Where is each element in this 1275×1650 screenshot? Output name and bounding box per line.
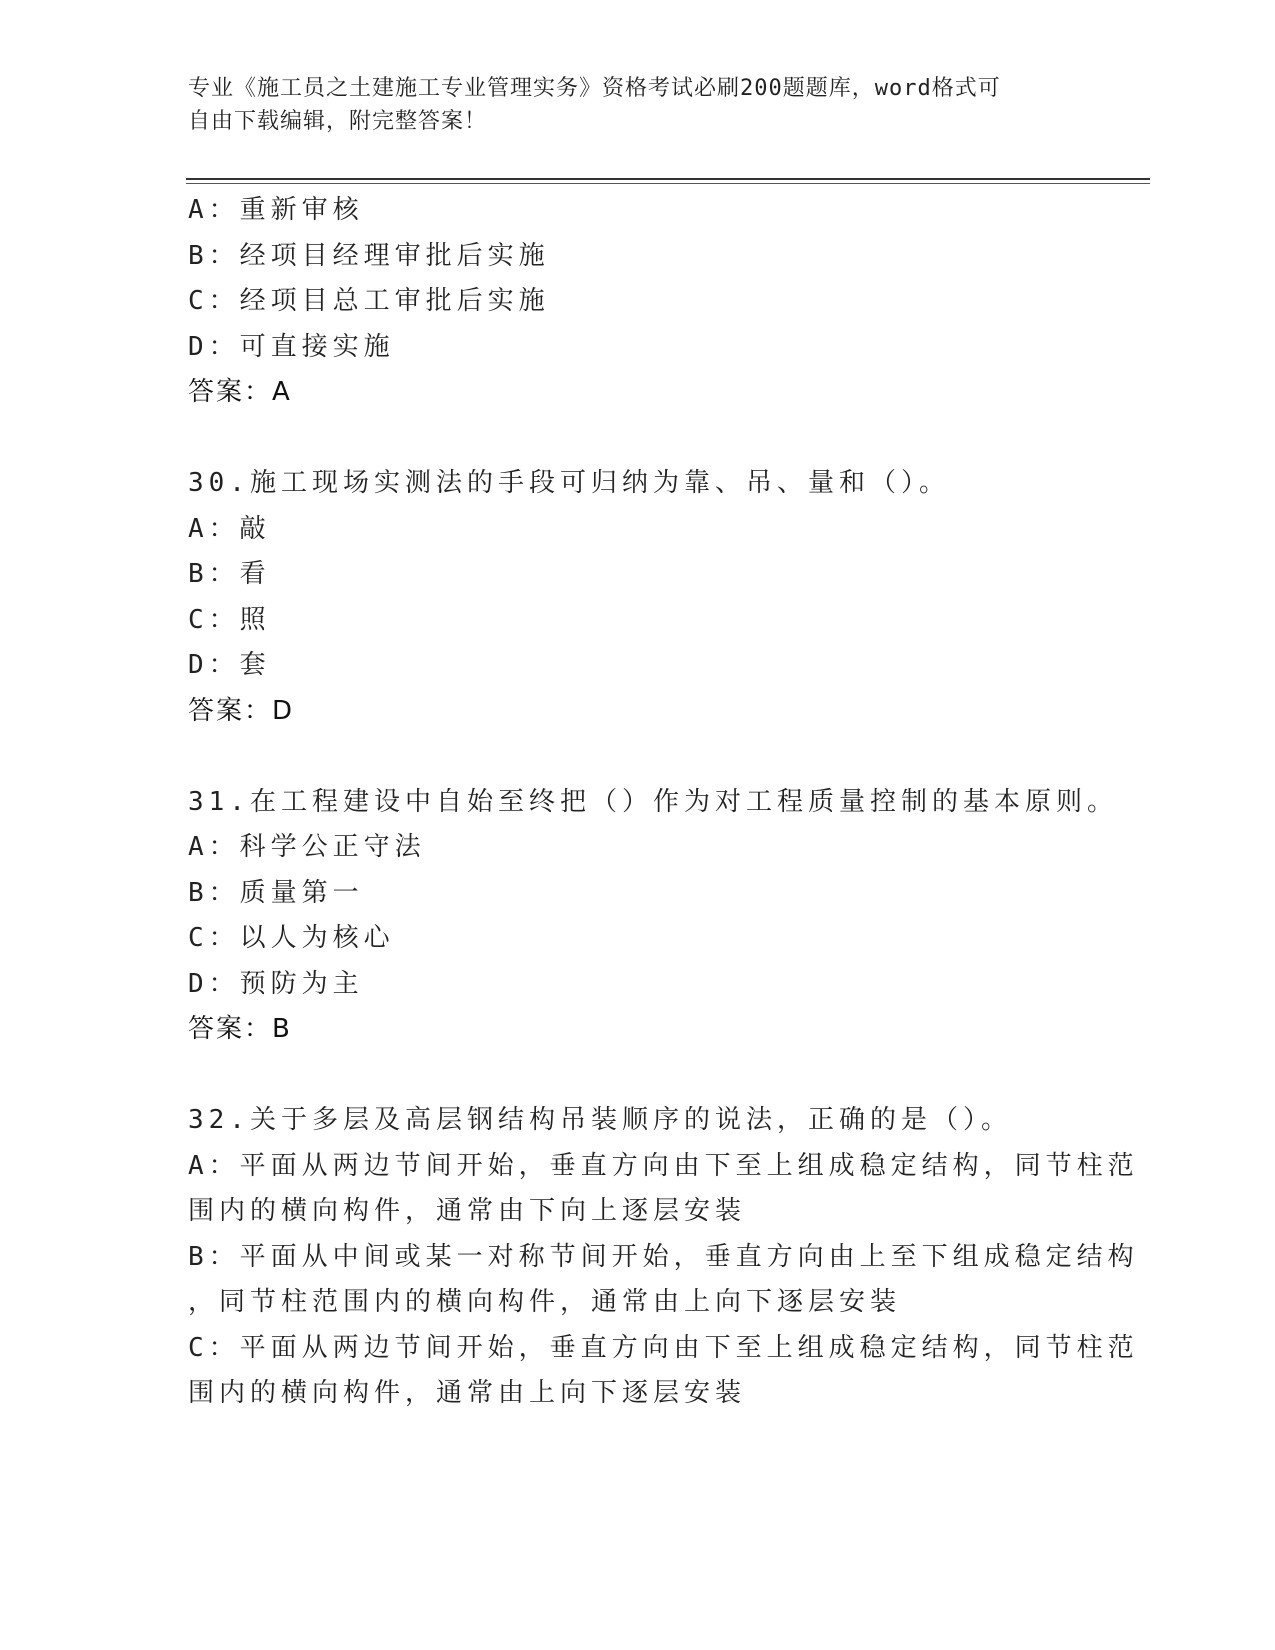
header-line-1: 专业《施工员之土建施工专业管理实务》资格考试必刷200题题库，word格式可 [188, 76, 1001, 101]
answer-label: 答案：D [188, 695, 295, 726]
option-b: B：经项目经理审批后实施 [188, 240, 550, 271]
option-a-line-2: 围内的横向构件，通常由下向上逐层安装 [188, 1196, 747, 1226]
header-line-2: 自由下载编辑，附完整答案！ [188, 109, 488, 134]
question-stem: 31.在工程建设中自始至终把（）作为对工程质量控制的基本原则。 [188, 786, 1118, 817]
option-c: C：经项目总工审批后实施 [188, 286, 550, 316]
spacer [188, 734, 1078, 780]
question-32 [188, 1098, 1139, 1417]
option-d: D：预防为主 [188, 968, 364, 999]
document-header [188, 72, 1068, 138]
header-divider-thin [186, 183, 1150, 184]
question-stem: 30.施工现场实测法的手段可归纳为靠、吊、量和（）。 [188, 468, 950, 498]
option-c-line-2: 围内的横向构件，通常由上向下逐层安装 [188, 1378, 747, 1408]
option-c-line-1: C：平面从两边节间开始，垂直方向由下至上组成稳定结构，同节柱范 [188, 1332, 1139, 1363]
option-d: D：套 [188, 650, 271, 680]
spacer [188, 1053, 1078, 1099]
option-a: A：敲 [188, 513, 271, 544]
question-stem: 32.关于多层及高层钢结构吊装顺序的说法，正确的是（）。 [188, 1105, 1012, 1135]
question-list [188, 188, 1139, 1417]
option-b-line-1: B：平面从中间或某一对称节间开始，垂直方向由上至下组成稳定结构 [188, 1241, 1139, 1272]
question-30 [188, 461, 1078, 734]
option-a: A：重新审核 [188, 195, 364, 225]
spacer [188, 416, 1078, 462]
answer-label: 答案：B [188, 1014, 292, 1044]
option-a-line-1: A：平面从两边节间开始，垂直方向由下至上组成稳定结构，同节柱范 [188, 1150, 1139, 1181]
question-31 [188, 780, 1118, 1053]
answer-label: 答案：A [188, 377, 292, 407]
question-29-continued [188, 188, 1078, 416]
option-c: C：照 [188, 604, 271, 635]
option-b: B：质量第一 [188, 877, 364, 908]
option-b-line-2: ，同节柱范围内的横向构件，通常由上向下逐层安装 [188, 1287, 902, 1317]
option-c: C：以人为核心 [188, 923, 395, 953]
option-b: B：看 [188, 559, 271, 589]
header-divider-thick [186, 178, 1150, 180]
option-a: A：科学公正守法 [188, 832, 426, 862]
option-d: D：可直接实施 [188, 331, 395, 362]
